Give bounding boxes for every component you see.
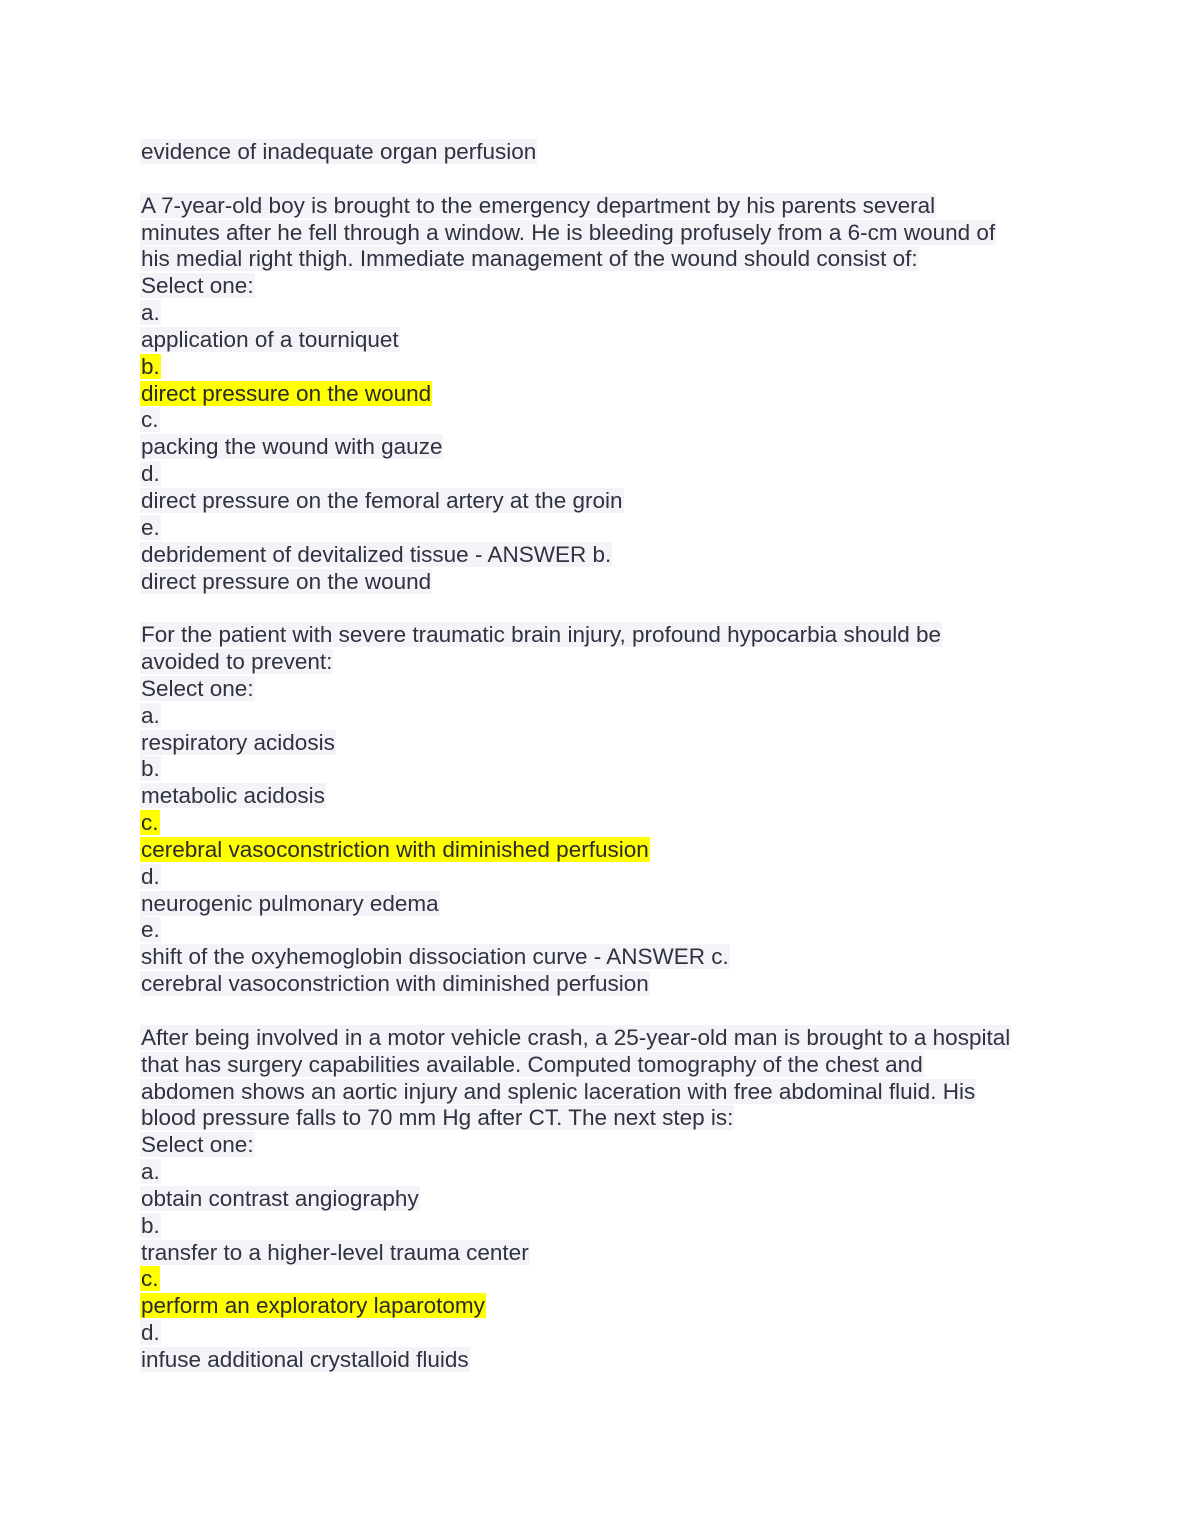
select-one-label: Select one: bbox=[141, 675, 254, 701]
option-text: respiratory acidosis bbox=[141, 729, 335, 755]
question-stem-line: abdomen shows an aortic injury and splenic laceration with free abdominal fluid. His bbox=[141, 1078, 976, 1104]
option-letter: a. bbox=[141, 702, 160, 728]
question-stem-line: avoided to prevent: bbox=[141, 649, 333, 675]
option-letter-highlighted: b. bbox=[141, 353, 160, 379]
question-stem-line: After being involved in a motor vehicle crash, a 25-year-old man is brought to a hospital bbox=[141, 1024, 1011, 1050]
option-text: application of a tourniquet bbox=[141, 326, 399, 352]
option-letter: c. bbox=[141, 407, 159, 433]
option-letter: d. bbox=[141, 1320, 160, 1346]
intro-line: evidence of inadequate organ perfusion bbox=[141, 139, 537, 164]
option-text: obtain contrast angiography bbox=[141, 1185, 419, 1211]
option-letter: b. bbox=[141, 1212, 160, 1238]
option-text: neurogenic pulmonary edema bbox=[141, 890, 439, 916]
option-letter: e. bbox=[141, 514, 160, 540]
option-text-highlighted: direct pressure on the wound bbox=[141, 380, 432, 406]
question-2 bbox=[140, 622, 1060, 998]
option-text-highlighted: cerebral vasoconstriction with diminished perfusion bbox=[141, 836, 649, 862]
option-letter: d. bbox=[141, 461, 160, 487]
answer-text: direct pressure on the wound bbox=[141, 568, 432, 594]
option-text: metabolic acidosis bbox=[141, 783, 325, 809]
option-letter: b. bbox=[141, 756, 160, 782]
option-text-highlighted: perform an exploratory laparotomy bbox=[141, 1293, 485, 1319]
option-letter: a. bbox=[141, 300, 160, 326]
option-text: transfer to a higher-level trauma center bbox=[141, 1239, 529, 1265]
question-stem-line: minutes after he fell through a window. He is bleeding profusely from a 6-cm wound of bbox=[141, 219, 996, 245]
question-1 bbox=[140, 193, 1060, 596]
question-stem-line: A 7-year-old boy is brought to the emergency department by his parents several bbox=[141, 192, 936, 218]
question-stem-line: his medial right thigh. Immediate management of the wound should consist of: bbox=[141, 246, 918, 272]
option-text: debridement of devitalized tissue - ANSWER b. bbox=[141, 541, 612, 567]
option-text: direct pressure on the femoral artery at the groin bbox=[141, 487, 623, 513]
option-letter: e. bbox=[141, 917, 160, 943]
select-one-label: Select one: bbox=[141, 1132, 254, 1158]
question-3 bbox=[140, 1025, 1060, 1374]
question-stem-line: that has surgery capabilities available. Computed tomography of the chest and bbox=[141, 1051, 923, 1077]
option-letter: a. bbox=[141, 1159, 160, 1185]
question-stem-line: For the patient with severe traumatic brain injury, profound hypocarbia should be bbox=[141, 622, 942, 648]
option-letter: d. bbox=[141, 863, 160, 889]
select-one-label: Select one: bbox=[141, 273, 254, 299]
answer-text: cerebral vasoconstriction with diminished perfusion bbox=[141, 971, 649, 997]
option-text: infuse additional crystalloid fluids bbox=[141, 1346, 469, 1372]
option-letter-highlighted: c. bbox=[141, 810, 159, 836]
option-text: packing the wound with gauze bbox=[141, 434, 443, 460]
option-text: shift of the oxyhemoglobin dissociation curve - ANSWER c. bbox=[141, 944, 729, 970]
document-page bbox=[140, 139, 1060, 1374]
question-stem-line: blood pressure falls to 70 mm Hg after CT. The next step is: bbox=[141, 1105, 734, 1131]
option-letter-highlighted: c. bbox=[141, 1266, 159, 1292]
